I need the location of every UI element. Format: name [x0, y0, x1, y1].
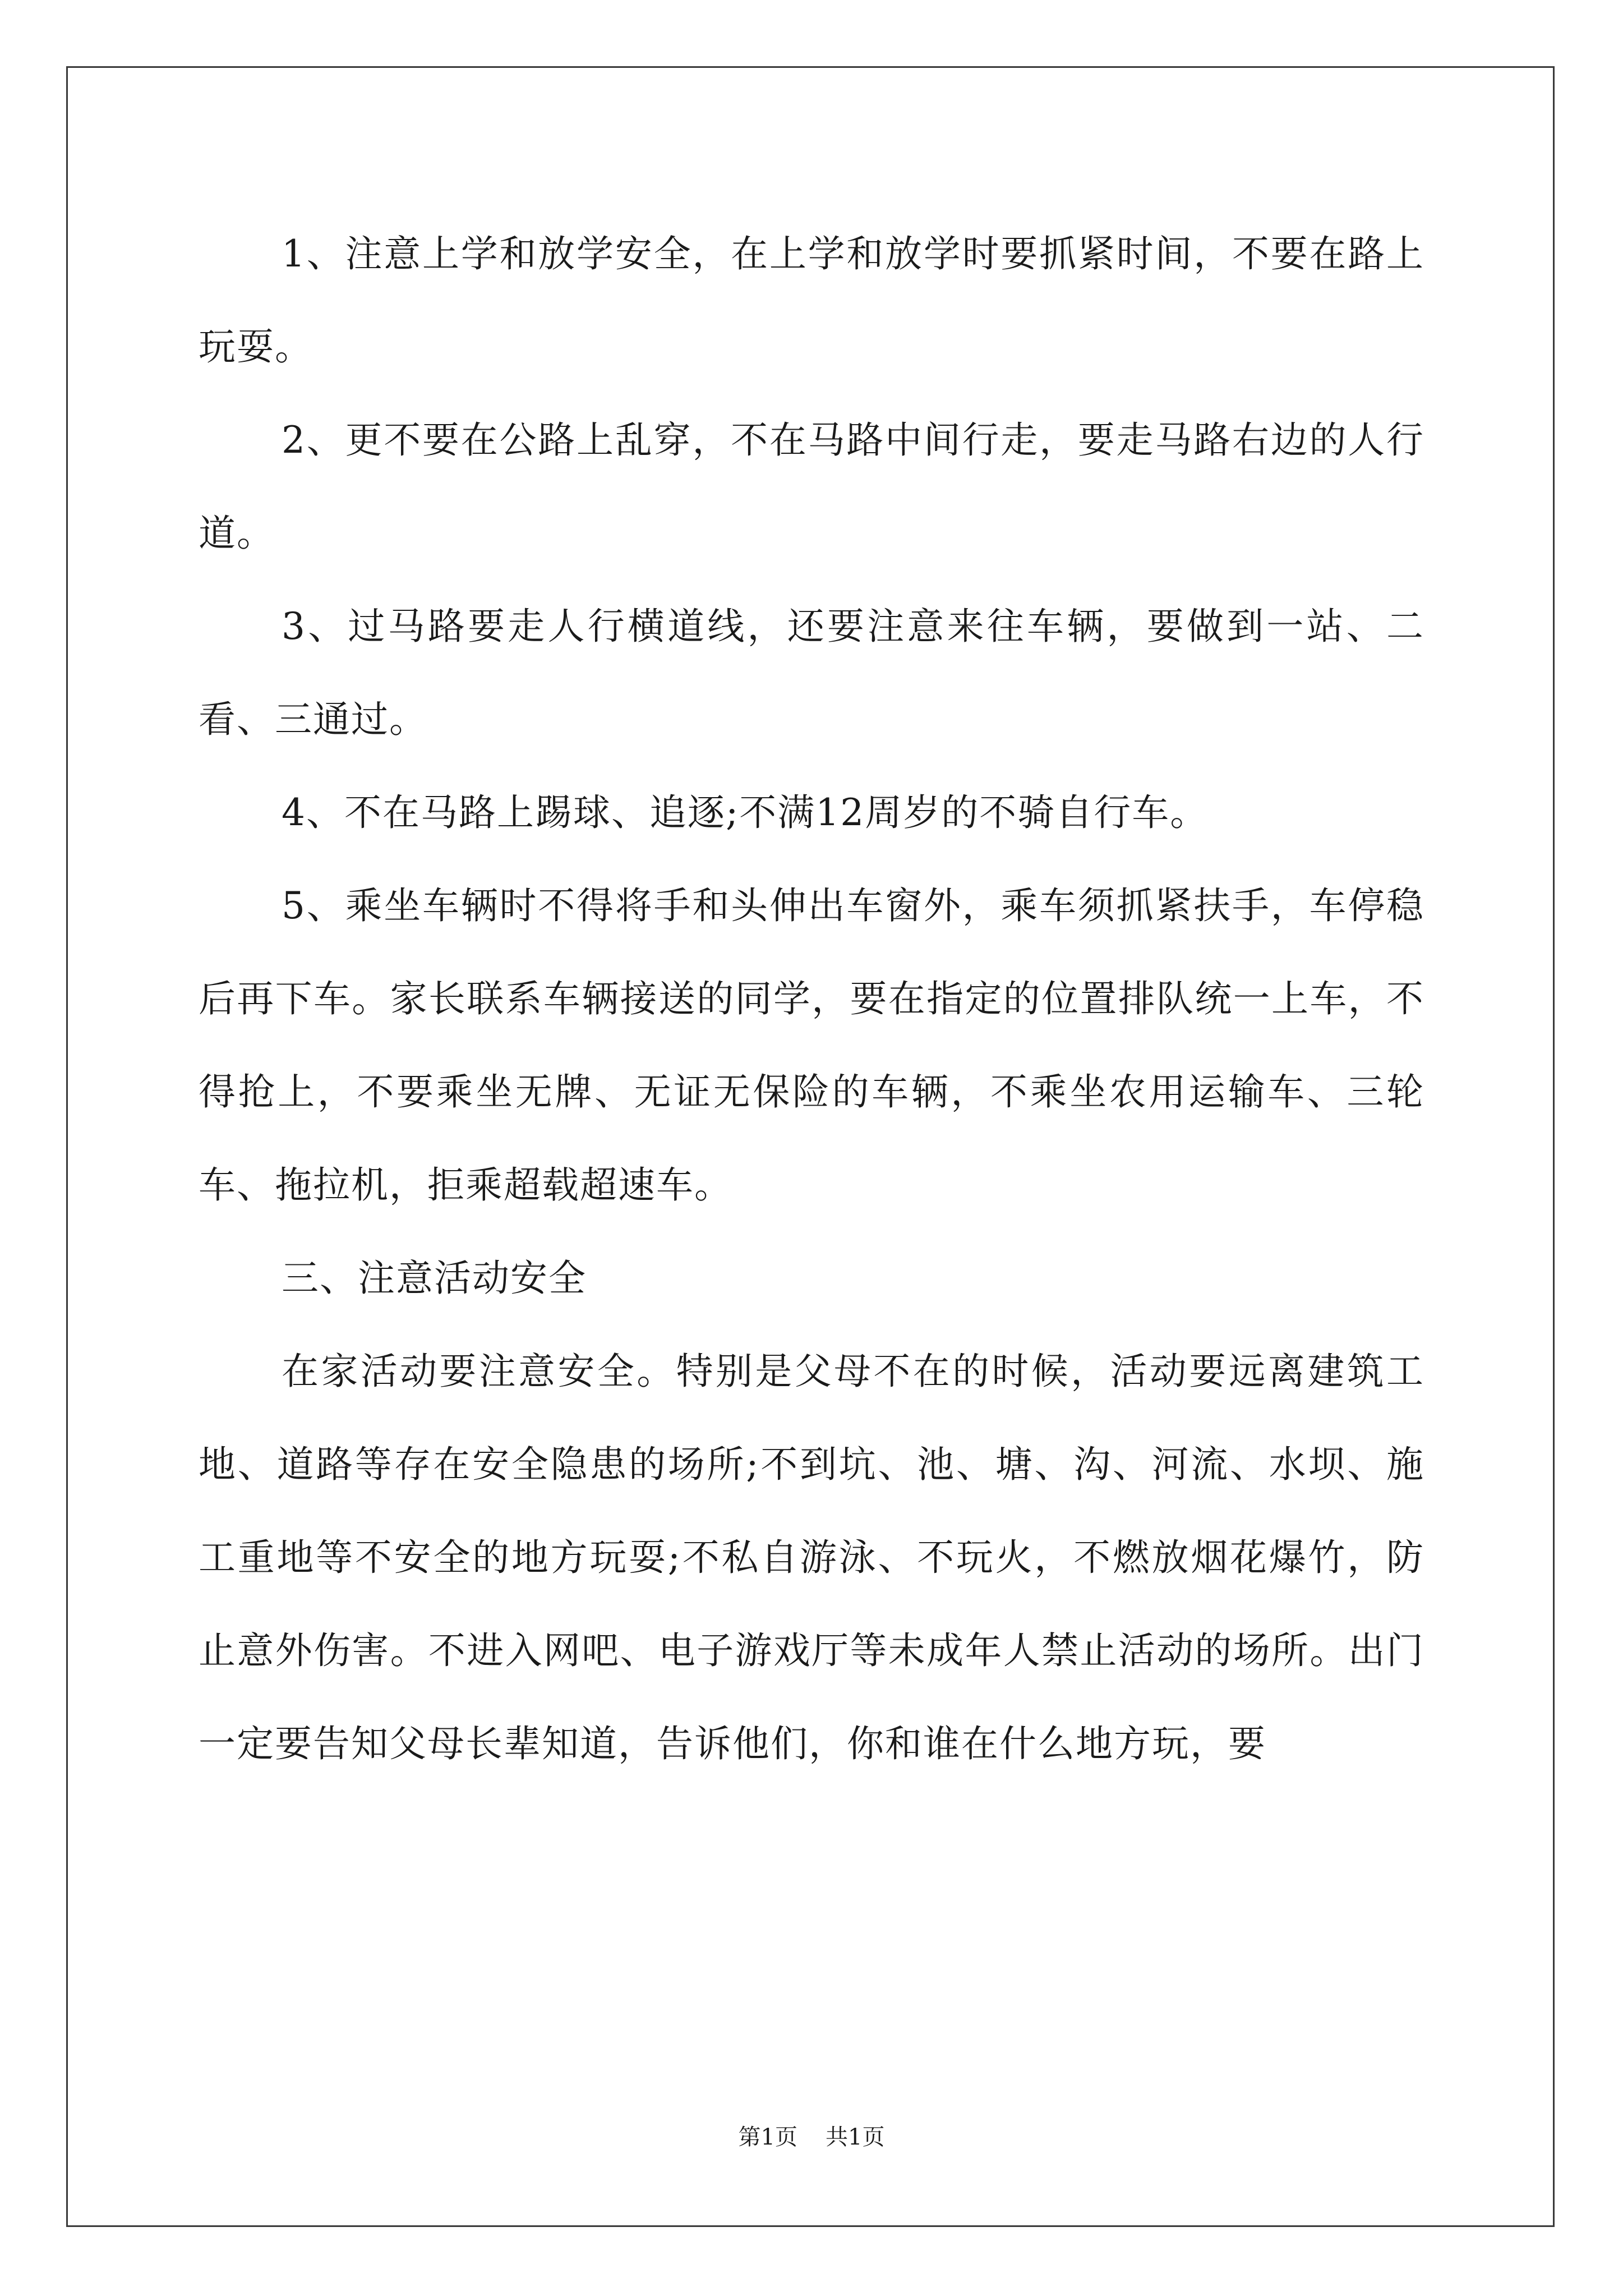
document-body [199, 208, 1424, 1791]
page-total: 共1页 [826, 2124, 885, 2150]
page-number: 第1页 [738, 2124, 797, 2150]
page-footer [0, 2119, 1623, 2151]
paragraph-6: 在家活动要注意安全。特别是父母不在的时候，活动要远离建筑工地、道路等存在安全隐患的场所;不到坑、池、塘、沟、河流、水坝、施工重地等不安全的地方玩耍;不私自游泳、不玩火，不燃放烟花爆竹，防止意外伤害。不进入网吧、电子游戏厅等未成年人禁止活动的场所。出门一定要告知父母长辈知道，告诉他们，你和谁在什么地方玩，要 [199, 1350, 1424, 1765]
paragraph-1: 1、注意上学和放学安全，在上学和放学时要抓紧时间，不要在路上玩耍。 [199, 232, 1424, 369]
paragraph-3: 3、过马路要走人行横道线，还要注意来往车辆，要做到一站、二看、三通过。 [199, 605, 1424, 741]
paragraph-2: 2、更不要在公路上乱穿，不在马路中间行走，要走马路右边的人行道。 [199, 418, 1424, 555]
section-heading: 三、注意活动安全 [282, 1257, 587, 1300]
paragraph-4: 4、不在马路上踢球、追逐;不满12周岁的不骑自行车。 [282, 791, 1209, 834]
paragraph-5: 5、乘坐车辆时不得将手和头伸出车窗外，乘车须抓紧扶手，车停稳后再下车。家长联系车辆接送的同学，要在指定的位置排队统一上车，不得抢上，不要乘坐无牌、无证无保险的车辆，不乘坐农用运输车、三轮车、拖拉机，拒乘超载超速车。 [199, 884, 1424, 1207]
